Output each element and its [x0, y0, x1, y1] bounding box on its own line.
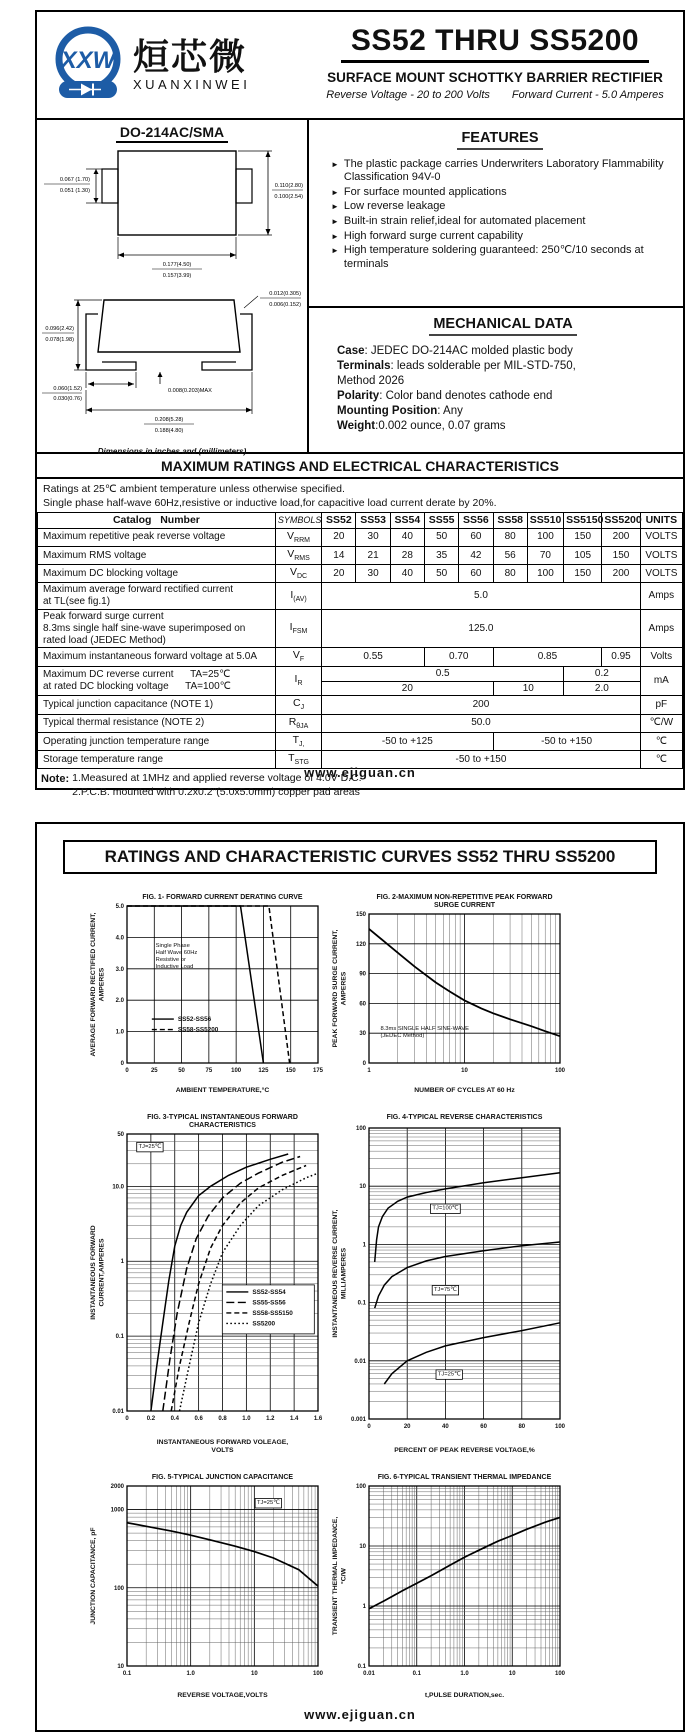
- table-cell: Amps: [640, 610, 682, 648]
- svg-text:Inductive Load: Inductive Load: [155, 963, 194, 970]
- svg-text:REVERSE VOLTAGE,VOLTS: REVERSE VOLTAGE,VOLTS: [177, 1692, 268, 1699]
- table-row: [38, 648, 683, 666]
- svg-text:AVERAGE FORWARD RECTIFIED CURR: AVERAGE FORWARD RECTIFIED CURRENT,: [90, 912, 97, 1057]
- column-header: Catalog Number: [38, 513, 276, 528]
- column-header: SS54: [390, 513, 424, 528]
- svg-text:80: 80: [518, 1424, 526, 1430]
- table-cell: VOLTS: [640, 546, 682, 564]
- column-header: SYMBOLS: [275, 513, 321, 528]
- svg-text:1.0: 1.0: [115, 1029, 124, 1036]
- svg-text:TJ=25℃: TJ=25℃: [437, 1371, 461, 1378]
- note-line: 2.P.C.B. mounted with 0.2x0.2"(5.0x5.0mm) copper pad areas: [72, 785, 360, 798]
- table-cell: 0.85: [493, 648, 602, 666]
- table-cell: 60: [459, 528, 493, 546]
- table-cell: 150: [564, 528, 602, 546]
- svg-text:1: 1: [367, 1068, 371, 1074]
- table-cell: Typical thermal resistance (NOTE 2): [38, 714, 276, 732]
- feature-item: [331, 200, 669, 214]
- mechanical-data-section: [309, 308, 683, 452]
- table-cell: 0.2: [564, 666, 641, 681]
- svg-text:INSTANTANEOUS REVERSE CURRENT,: INSTANTANEOUS REVERSE CURRENT,: [332, 1209, 339, 1338]
- svg-text:5.0: 5.0: [115, 904, 124, 910]
- svg-text:10: 10: [461, 1068, 468, 1074]
- website-footer: www.ejiguan.cn: [304, 765, 416, 780]
- dim-lead-thickness-min: 0.006(0.152): [269, 302, 301, 308]
- dim-foot-length-min: 0.030(0.76): [53, 396, 82, 402]
- svg-text:0: 0: [120, 1061, 124, 1067]
- table-cell: 60: [459, 565, 493, 583]
- package-top-view-drawing: [40, 143, 304, 281]
- fig5-chart: [87, 1470, 332, 1700]
- svg-text:100: 100: [554, 1424, 566, 1430]
- table-cell: 30: [356, 565, 390, 583]
- column-header: UNITS: [640, 513, 682, 528]
- svg-text:t,PULSE DURATION,sec.: t,PULSE DURATION,sec.: [424, 1692, 505, 1699]
- bullet-icon: ►: [331, 160, 339, 169]
- svg-text:0.001: 0.001: [350, 1417, 366, 1423]
- svg-text:FIG. 6-TYPICAL TRANSIENT THERM: FIG. 6-TYPICAL TRANSIENT THERMAL IMPEDANCE: [377, 1474, 552, 1481]
- table-cell: Amps: [640, 583, 682, 610]
- table-cell: 200: [602, 565, 640, 583]
- table-cell: 20: [322, 681, 493, 696]
- feature-text: Low reverse leakage: [343, 200, 446, 213]
- column-header: SS56: [459, 513, 493, 528]
- column-header: SS53: [356, 513, 390, 528]
- svg-text:0.1: 0.1: [357, 1664, 366, 1670]
- svg-text:FIG. 3-TYPICAL INSTANTANEOUS F: FIG. 3-TYPICAL INSTANTANEOUS FORWARD: [147, 1114, 298, 1121]
- table-cell: 0.55: [322, 648, 425, 666]
- svg-text:FIG. 2-MAXIMUM NON-REPETITIVE: FIG. 2-MAXIMUM NON-REPETITIVE PEAK FORWARD: [376, 894, 553, 901]
- mechanical-data-title: MECHANICAL DATA: [429, 316, 576, 336]
- svg-text:100: 100: [355, 1126, 366, 1132]
- svg-text:40: 40: [442, 1424, 449, 1430]
- ratings-summary: [307, 89, 683, 101]
- table-cell: Maximum repetitive peak reverse voltage: [38, 528, 276, 546]
- table-cell: 20: [322, 528, 356, 546]
- svg-text:4.0: 4.0: [115, 935, 124, 942]
- svg-text:10: 10: [250, 1671, 258, 1677]
- dim-height-max: 0.096(2.42): [45, 326, 74, 332]
- svg-text:60: 60: [359, 1001, 366, 1008]
- logo-english-name: XUANXINWEI: [133, 76, 251, 92]
- feature-item: [331, 244, 669, 271]
- feature-text: Built-in strain relief,ideal for automated placement: [343, 215, 586, 227]
- svg-text:75: 75: [205, 1068, 213, 1074]
- svg-text:TJ=25℃: TJ=25℃: [256, 1500, 280, 1506]
- svg-text:SS58-SS5150: SS58-SS5150: [252, 1309, 293, 1317]
- column-header: SS5200: [602, 513, 640, 528]
- table-cell: 0.5: [322, 666, 564, 681]
- column-header: SS5150: [564, 513, 602, 528]
- feature-text: High temperature soldering guaranteed: 250℃/10 seconds at terminals: [343, 244, 644, 270]
- dim-body-height-max: 0.110(2.80): [274, 183, 303, 189]
- svg-text:INSTANTANEOUS FORWARD VOLEAGE,: INSTANTANEOUS FORWARD VOLEAGE,: [156, 1439, 289, 1446]
- svg-text:NUMBER OF CYCLES AT 60 Hz: NUMBER OF CYCLES AT 60 Hz: [414, 1087, 515, 1094]
- table-cell: 50.0: [322, 714, 640, 732]
- table-cell: ℃/W: [640, 714, 682, 732]
- figure-3-instantaneous-forward-characteristics: [87, 1110, 332, 1460]
- fig4-chart: [329, 1110, 574, 1455]
- svg-text:0.1: 0.1: [115, 1334, 124, 1341]
- svg-text:PERCENT OF PEAK REVERSE VOLTAG: PERCENT OF PEAK REVERSE VOLTAGE,%: [394, 1447, 535, 1454]
- svg-text:Single Phase: Single Phase: [155, 942, 190, 949]
- svg-text:150: 150: [355, 912, 366, 918]
- svg-text:JUNCTION CAPACITANCE, pF: JUNCTION CAPACITANCE, pF: [90, 1527, 97, 1625]
- features-title: FEATURES: [457, 130, 542, 150]
- table-cell: 2.0: [564, 681, 641, 696]
- table-cell: $I_{FSM}$: [275, 610, 321, 648]
- reverse-voltage-range: Reverse Voltage - 20 to 200 Volts: [326, 89, 490, 101]
- svg-text:100: 100: [355, 1484, 366, 1490]
- table-row: [38, 565, 683, 583]
- table-cell: $V_{RRM}$: [275, 528, 321, 546]
- column-header: SS58: [493, 513, 527, 528]
- table-cell: -50 to +150: [322, 751, 640, 769]
- svg-text:0.01: 0.01: [363, 1671, 375, 1677]
- svg-text:SS52-SS54: SS52-SS54: [252, 1288, 286, 1296]
- note-label: Note:: [41, 773, 70, 786]
- svg-text:0.4: 0.4: [170, 1416, 179, 1422]
- svg-text:TJ=75℃: TJ=75℃: [434, 1286, 457, 1293]
- table-cell: ℃: [640, 732, 682, 750]
- svg-text:FIG. 5-TYPICAL JUNCTION CAPACI: FIG. 5-TYPICAL JUNCTION CAPACITANCE: [151, 1474, 294, 1481]
- table-cell: Storage temperature range: [38, 751, 276, 769]
- svg-text:1: 1: [362, 1604, 366, 1610]
- device-type-subtitle: SURFACE MOUNT SCHOTTKY BARRIER RECTIFIER: [327, 70, 663, 85]
- table-cell: Maximum average forward rectified current at TL(see fig.1): [38, 583, 276, 610]
- bullet-icon: ►: [331, 187, 339, 197]
- svg-text:8.3ms SINGLE HALF SINE-WAVE: 8.3ms SINGLE HALF SINE-WAVE: [380, 1026, 470, 1033]
- svg-text:1000: 1000: [110, 1507, 124, 1514]
- table-cell: 50: [425, 565, 459, 583]
- svg-text:AMPERES: AMPERES: [340, 971, 348, 1006]
- svg-text:0.01: 0.01: [112, 1409, 124, 1415]
- table-row: [38, 696, 683, 714]
- condition-line-2: Single phase half-wave 60Hz,resistive or inductive load,for capacitive load current derate by 20%.: [43, 497, 497, 510]
- table-cell: 21: [356, 546, 390, 564]
- svg-text:SS52-SS56: SS52-SS56: [177, 1016, 212, 1024]
- svg-text:10: 10: [359, 1184, 366, 1191]
- figure-5-junction-capacitance: [87, 1470, 332, 1705]
- title-block: [307, 12, 683, 118]
- table-cell: 105: [564, 546, 602, 564]
- svg-text:30: 30: [359, 1031, 366, 1038]
- figure-2-peak-forward-surge-current: [329, 890, 574, 1100]
- table-row: [38, 714, 683, 732]
- dimensions-caption: Dimensions in inches and (millimeters): [97, 447, 247, 456]
- svg-text:1.4: 1.4: [289, 1416, 299, 1422]
- table-cell: 35: [425, 546, 459, 564]
- package-drawing-section: [37, 120, 309, 456]
- table-cell: 50: [425, 528, 459, 546]
- dim-lead-width-max: 0.067 (1.70): [59, 177, 90, 183]
- table-cell: 14: [322, 546, 356, 564]
- svg-text:0: 0: [367, 1424, 371, 1430]
- svg-text:1: 1: [362, 1242, 366, 1249]
- table-cell: 125.0: [322, 610, 640, 648]
- dim-overall-length-max: 0.208(5.28): [154, 417, 184, 423]
- svg-text:AMPERES: AMPERES: [98, 967, 106, 1002]
- table-cell: $R_{\theta JA}$: [275, 714, 321, 732]
- table-cell: 42: [459, 546, 493, 564]
- svg-text:25: 25: [150, 1068, 158, 1074]
- table-row: [38, 610, 683, 648]
- table-cell: 28: [390, 546, 424, 564]
- table-cell: 20: [322, 565, 356, 583]
- table-cell: Typical junction capacitance (NOTE 1): [38, 696, 276, 714]
- dim-foot-length-max: 0.060(1.52): [53, 386, 82, 392]
- svg-text:0: 0: [362, 1061, 366, 1067]
- table-cell: mA: [640, 666, 682, 696]
- package-side-view-drawing: [40, 286, 304, 440]
- svg-text:AMBIENT TEMPERATURE,°C: AMBIENT TEMPERATURE,°C: [175, 1087, 270, 1094]
- features-list: [331, 158, 669, 271]
- svg-text:VOLTS: VOLTS: [211, 1447, 234, 1454]
- fig3-chart: [87, 1110, 332, 1455]
- table-cell: 80: [493, 565, 527, 583]
- svg-text:100: 100: [554, 1671, 566, 1677]
- table-cell: 200: [322, 696, 640, 714]
- feature-item: [331, 158, 669, 185]
- svg-text:2000: 2000: [110, 1484, 124, 1490]
- curves-page-title: RATINGS AND CHARACTERISTIC CURVES SS52 THRU SS5200: [63, 840, 657, 874]
- table-cell: Maximum DC reverse current TA=25℃ at rated DC blocking voltage TA=100℃: [38, 666, 276, 696]
- table-cell: Maximum DC blocking voltage: [38, 565, 276, 583]
- dim-body-width-max: 0.177(4.50): [162, 262, 192, 268]
- svg-text:125: 125: [258, 1068, 269, 1074]
- datasheet-page-1: [35, 10, 685, 798]
- note-line: 1.Measured at 1MHz and applied reverse voltage of 4.0V D.C.: [72, 772, 362, 785]
- table-cell: Volts: [640, 648, 682, 666]
- table-cell: $I_{(AV)}$: [275, 583, 321, 610]
- svg-text:0.1: 0.1: [412, 1671, 421, 1677]
- svg-text:MILLIAMPERES: MILLIAMPERES: [340, 1247, 348, 1300]
- table-cell: 80: [493, 528, 527, 546]
- svg-text:0.1: 0.1: [357, 1300, 366, 1307]
- svg-text:TJ=100℃: TJ=100℃: [432, 1205, 459, 1212]
- dim-height-min: 0.078(1.98): [45, 337, 74, 343]
- svg-text:90: 90: [359, 971, 366, 978]
- forward-current-rating: Forward Current - 5.0 Amperes: [511, 89, 664, 101]
- column-header: SS55: [425, 513, 459, 528]
- svg-text:PEAK FORWARD SURGE CURRENT,: PEAK FORWARD SURGE CURRENT,: [332, 929, 339, 1048]
- column-header: SS510: [527, 513, 563, 528]
- mechanical-data-line: Method 2026: [337, 374, 405, 387]
- svg-text:10.0: 10.0: [112, 1184, 124, 1191]
- table-cell: 150: [602, 546, 640, 564]
- svg-text:Half Wave 60Hz: Half Wave 60Hz: [155, 949, 198, 956]
- table-cell: $T_{STG}$: [275, 751, 321, 769]
- condition-line-1: Ratings at 25℃ ambient temperature unless otherwise specified.: [43, 483, 345, 495]
- table-cell: 0.70: [425, 648, 494, 666]
- table-cell: $C_J$: [275, 696, 321, 714]
- datasheet-page-2: [35, 822, 685, 1732]
- svg-text:0.8: 0.8: [218, 1416, 227, 1422]
- table-cell: 40: [390, 565, 424, 583]
- dim-body-height-min: 0.100(2.54): [274, 194, 303, 200]
- bullet-icon: ►: [331, 217, 339, 226]
- features-section: [309, 120, 683, 308]
- dim-overall-length-min: 0.188(4.80): [154, 428, 184, 434]
- logo-mark-icon: [45, 23, 131, 107]
- table-header-row: [38, 513, 683, 528]
- svg-text:0.1: 0.1: [122, 1671, 132, 1677]
- table-cell: 70: [527, 546, 563, 564]
- svg-text:50: 50: [178, 1068, 185, 1074]
- table-cell: 150: [564, 565, 602, 583]
- svg-text:1.0: 1.0: [242, 1416, 251, 1422]
- fig2-chart: [329, 890, 574, 1095]
- ratings-conditions: [37, 479, 683, 512]
- bullet-icon: ►: [331, 202, 339, 212]
- feature-item: [331, 215, 669, 229]
- svg-text:60: 60: [480, 1424, 487, 1430]
- svg-text:SS55-SS56: SS55-SS56: [252, 1299, 286, 1307]
- svg-text:SURGE CURRENT: SURGE CURRENT: [433, 902, 496, 909]
- fig6-chart: [329, 1470, 574, 1700]
- logo-xxw-text: XXW: [60, 47, 116, 74]
- svg-text:175: 175: [312, 1068, 324, 1074]
- mechanical-data-line: Weight:0.002 ounce, 0.07 grams: [337, 419, 506, 432]
- svg-text:FIG. 4-TYPICAL REVERSE CHARACT: FIG. 4-TYPICAL REVERSE CHARACTERISTICS: [386, 1114, 543, 1121]
- bullet-icon: ►: [331, 231, 339, 241]
- feature-item: [331, 230, 669, 244]
- mechanical-data-line: Polarity: Color band denotes cathode end: [337, 389, 553, 402]
- table-row: [38, 583, 683, 610]
- svg-text:120: 120: [355, 941, 366, 948]
- svg-text:0.2: 0.2: [146, 1416, 156, 1422]
- svg-text:1.0: 1.0: [460, 1671, 469, 1677]
- svg-text:10: 10: [359, 1544, 366, 1550]
- figure-1-forward-current-derating: [87, 890, 332, 1100]
- table-cell: Operating junction temperature range: [38, 732, 276, 750]
- logo-chinese-name: 烜芯微: [133, 35, 248, 77]
- mechanical-data-line: Case: JEDEC DO-214AC molded plastic body: [337, 345, 573, 357]
- table-cell: ℃: [640, 751, 682, 769]
- dim-body-width-min: 0.157(3.99): [162, 273, 192, 279]
- table-cell: -50 to +125: [322, 732, 493, 750]
- table-cell: 56: [493, 546, 527, 564]
- table-cell: 200: [602, 528, 640, 546]
- ratings-section-title: MAXIMUM RATINGS AND ELECTRICAL CHARACTERISTICS: [37, 454, 683, 479]
- table-cell: Maximum instantaneous forward voltage at 5.0A: [38, 648, 276, 666]
- svg-text:100: 100: [554, 1068, 566, 1074]
- svg-text:SS5200: SS5200: [252, 1320, 276, 1328]
- mechanical-data-list: [337, 344, 669, 434]
- table-cell: VOLTS: [640, 528, 682, 546]
- svg-text:CURRENT,AMPERES: CURRENT,AMPERES: [98, 1238, 106, 1307]
- table-cell: 0.95: [602, 648, 640, 666]
- table-cell: 40: [390, 528, 424, 546]
- table-cell: pF: [640, 696, 682, 714]
- svg-text:0.01: 0.01: [354, 1358, 366, 1365]
- svg-text:100: 100: [231, 1068, 242, 1074]
- svg-text:FIG. 1- FORWARD CURRENT DERATI: FIG. 1- FORWARD CURRENT DERATING CURVE: [142, 894, 303, 901]
- table-row: [38, 732, 683, 750]
- table-cell: $I_R$: [275, 666, 321, 696]
- table-cell: Maximum RMS voltage: [38, 546, 276, 564]
- svg-text:0: 0: [125, 1416, 129, 1422]
- figure-6-transient-thermal-impedance: [329, 1470, 574, 1705]
- table-cell: 100: [527, 528, 563, 546]
- feature-text: The plastic package carries Underwriters Laboratory Flammability Classification 94V-0: [343, 158, 664, 184]
- svg-text:1: 1: [120, 1259, 124, 1266]
- feature-text: High forward surge current capability: [343, 229, 524, 242]
- table-cell: $V_{DC}$: [275, 565, 321, 583]
- table-row: [38, 666, 683, 681]
- svg-text:150: 150: [285, 1068, 296, 1074]
- svg-text:50: 50: [117, 1132, 124, 1138]
- svg-text:100: 100: [312, 1671, 324, 1677]
- table-cell: -50 to +150: [493, 732, 640, 750]
- ratings-table: [37, 512, 683, 769]
- package-name: DO-214AC/SMA: [116, 124, 228, 143]
- table-row: [38, 546, 683, 564]
- svg-text:CHARACTERISTICS: CHARACTERISTICS: [189, 1122, 256, 1129]
- table-cell: $V_F$: [275, 648, 321, 666]
- dim-standoff-max: 0.008(0.203)MAX: [168, 388, 212, 394]
- figure-4-reverse-characteristics: [329, 1110, 574, 1460]
- svg-text:1.2: 1.2: [266, 1416, 275, 1422]
- fig1-chart: [87, 890, 332, 1095]
- header: [37, 12, 683, 120]
- dim-lead-width-min: 0.051 (1.30): [59, 188, 90, 194]
- svg-text:10: 10: [117, 1664, 124, 1670]
- svg-text:INSTANTANEOUS FORWARD: INSTANTANEOUS FORWARD: [90, 1225, 97, 1320]
- company-logo: [37, 12, 307, 118]
- part-number-title: SS52 THRU SS5200: [341, 24, 649, 63]
- svg-text:2.0: 2.0: [115, 998, 124, 1005]
- feature-item: [331, 186, 669, 200]
- svg-text:TRANSIENT THERMAL IMPEDANCE,: TRANSIENT THERMAL IMPEDANCE,: [332, 1516, 339, 1636]
- table-cell: 100: [527, 565, 563, 583]
- svg-text:0: 0: [125, 1068, 129, 1074]
- column-header: SS52: [322, 513, 356, 528]
- svg-text:20: 20: [403, 1424, 411, 1430]
- mechanical-data-line: Mounting Position: Any: [337, 404, 463, 417]
- svg-text:10: 10: [508, 1671, 516, 1677]
- table-row: [38, 528, 683, 546]
- table-cell: $T_{J,}$: [275, 732, 321, 750]
- svg-text:°C/W: °C/W: [340, 1568, 348, 1584]
- dim-lead-thickness-max: 0.012(0.305): [269, 291, 301, 297]
- table-cell: Peak forward surge current 8.3ms single half sine-wave superimposed on rated load (JEDEC Method): [38, 610, 276, 648]
- table-cell: 30: [356, 528, 390, 546]
- svg-text:100: 100: [113, 1585, 124, 1592]
- svg-text:SS58-SS5200: SS58-SS5200: [177, 1026, 219, 1034]
- website-footer: www.ejiguan.cn: [304, 1707, 416, 1722]
- svg-text:1.0: 1.0: [186, 1671, 195, 1677]
- feature-text: For surface mounted applications: [343, 185, 507, 198]
- table-cell: 5.0: [322, 583, 640, 610]
- table-cell: 10: [493, 681, 564, 696]
- svg-text:Resistive or: Resistive or: [155, 956, 186, 963]
- bullet-icon: ►: [331, 246, 339, 256]
- svg-text:(JEDEC Method): (JEDEC Method): [380, 1033, 425, 1040]
- svg-text:TJ=25℃: TJ=25℃: [138, 1143, 162, 1150]
- svg-text:1.6: 1.6: [313, 1416, 323, 1422]
- svg-text:0.6: 0.6: [194, 1416, 203, 1422]
- mechanical-data-line: Terminals: leads solderable per MIL-STD-750,: [337, 359, 576, 372]
- table-cell: $V_{RMS}$: [275, 546, 321, 564]
- table-cell: VOLTS: [640, 565, 682, 583]
- svg-text:3.0: 3.0: [115, 966, 124, 973]
